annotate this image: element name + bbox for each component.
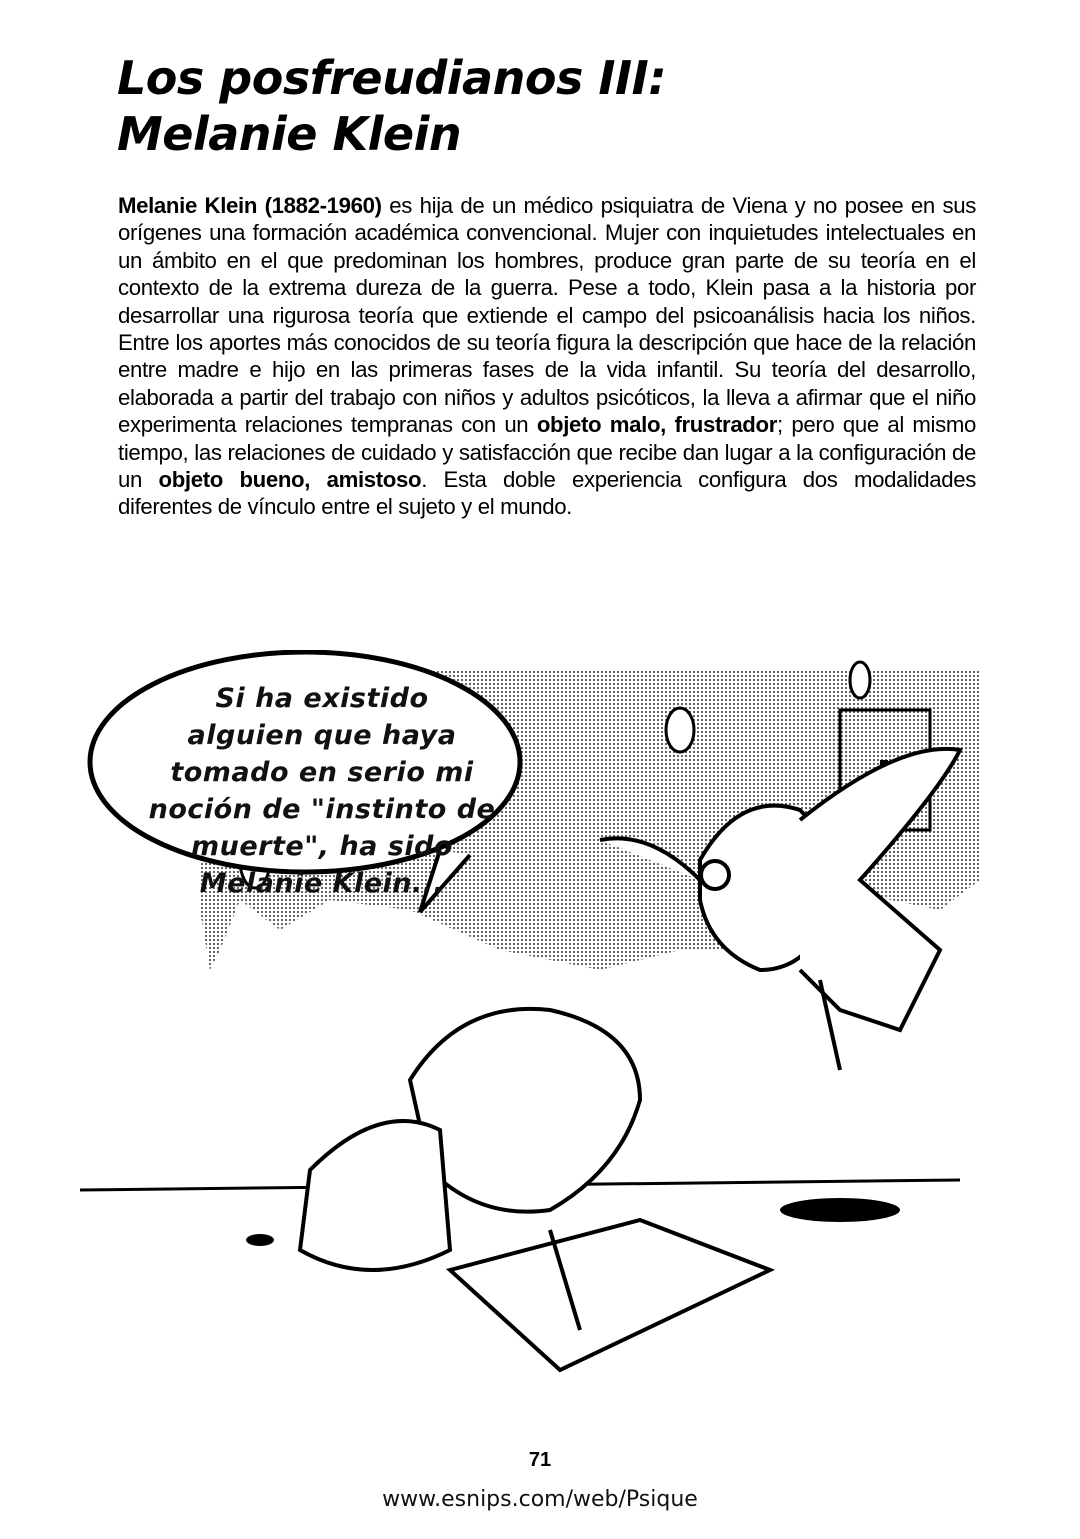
klein-figure [300, 1009, 770, 1370]
bubble-line: alguien que haya [187, 720, 457, 751]
footer-url: www.esnips.com/web/Psique [382, 1487, 698, 1512]
bold-term-bad-object: objeto malo, frustrador [536, 412, 778, 438]
text-part-2: ; pero que al mismo tiempo, las relaciones de cuidado y satisfacción que recibe dan lugar a la configuración de un [118, 412, 976, 493]
bubble-line: muerte", ha sido [191, 831, 453, 862]
text-part-3: . Esta doble experiencia configura dos modalidades diferentes de vínculo entre el sujeto y el mundo. [118, 467, 977, 520]
page-number: 71 [528, 1449, 552, 1471]
page-title [117, 50, 666, 162]
lead-name: Melanie Klein (1882-1960) [118, 193, 382, 218]
bubble-line: tomado en serio mi [170, 757, 474, 788]
title-line-2: Melanie Klein [117, 107, 462, 161]
bubble-line: Melanie Klein... [199, 868, 445, 899]
bold-term-good-object: objeto bueno, amistoso [158, 467, 422, 493]
bubble-line: noción de "instinto de [148, 794, 496, 825]
speech-bubble-text [112, 680, 532, 902]
title-line-1: Los posfreudianos III: [117, 51, 667, 105]
bubble-line: Si ha existido [215, 683, 429, 714]
body-paragraph [118, 192, 976, 521]
text-part-1: es hija de un médico psiquiatra de Viena y no posee en sus orígenes una formación académica convencional. Mujer con inquietudes intelectuales en un ámbito en el que predominan los hombres, produce gran parte de su teoría en el contexto de la extrema dureza de la guerra. Pese a todo, Klein pasa a la historia por desarrollar una rigurosa teoría que extiende el campo del psicoanálisis hacia los niños. Entre los aportes más conocidos de su teoría figura la descripción que hace de la relación entre madre e hijo en las primeras fases de la vida infantil. Su teoría del desarrollo, elaborada a partir del trabajo con niños y adultos psicóticos, la lleva a afirmar que el niño experimenta relaciones tempranas con un [118, 193, 976, 438]
